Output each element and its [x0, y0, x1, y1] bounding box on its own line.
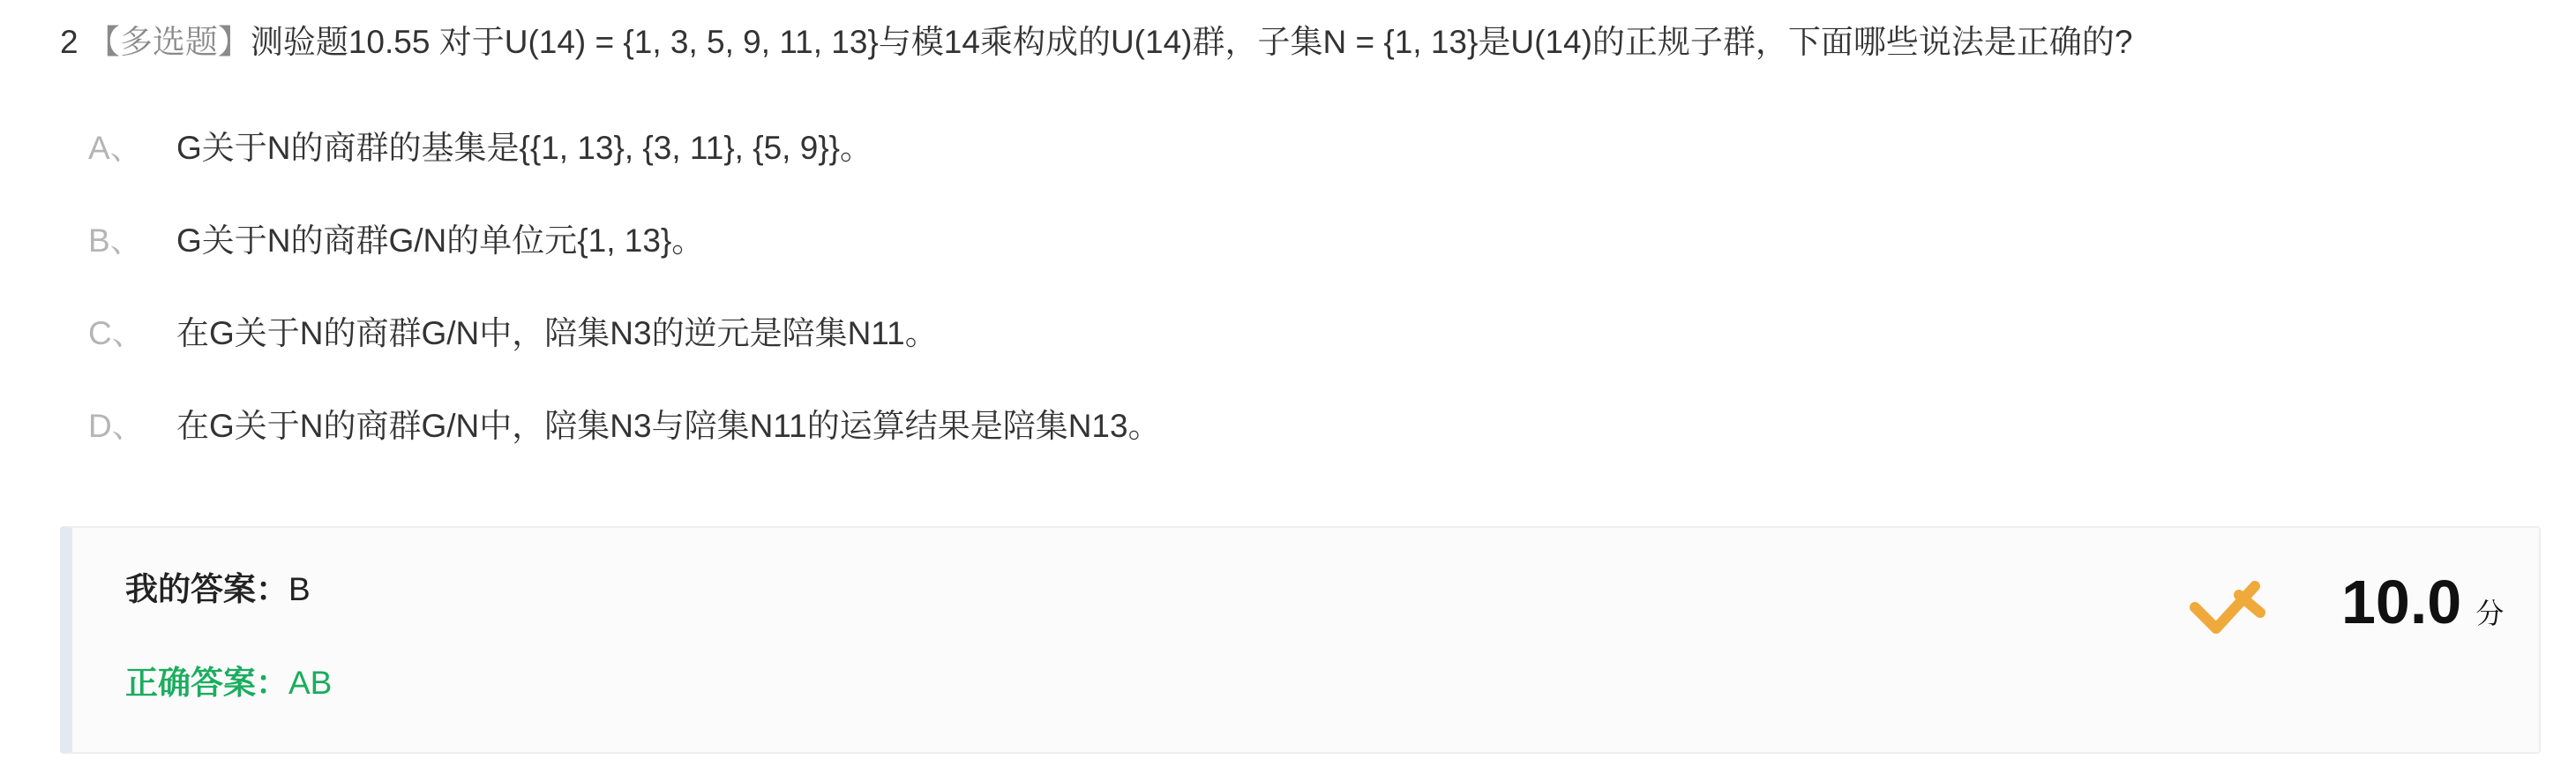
option-a: [88, 125, 872, 171]
score-value: 10.0: [2341, 568, 2462, 636]
option-d: [88, 403, 1161, 449]
option-b: [88, 218, 704, 264]
option-text: 在G关于N的商群G/N中，陪集N3与陪集N11的运算结果是陪集N13。: [176, 408, 1161, 444]
correct-answer-value: AB: [288, 665, 333, 701]
question-header: [60, 19, 2132, 65]
correct-answer-label: 正确答案：: [125, 665, 288, 701]
answer-result-panel: [60, 526, 2541, 754]
my-answer-label: 我的答案：: [125, 571, 288, 607]
option-letter: D、: [88, 408, 145, 444]
option-text: G关于N的商群G/N的单位元{1, 13}。: [176, 222, 705, 259]
score-unit: 分: [2475, 598, 2505, 629]
question-text: 测验题10.55 对于U(14) = {1, 3, 5, 9, 11, 13}与模14乘构成的U(14)群，子集N = {1, 13}是U(14)的正规子群，下面哪些说法是正确的?: [250, 24, 2133, 60]
my-answer: [125, 567, 311, 613]
question-number: 2: [60, 24, 79, 60]
option-text: 在G关于N的商群G/N中，陪集N3的逆元是陪集N11。: [176, 315, 938, 351]
option-text: G关于N的商群的基集是{{1, 13}, {3, 11}, {5, 9}}。: [176, 130, 873, 166]
my-answer-value: B: [288, 571, 311, 607]
score: [2341, 565, 2504, 639]
question-type: 【多选题】: [86, 24, 251, 60]
option-letter: B、: [88, 222, 143, 259]
option-c: [88, 311, 938, 357]
half-correct-check-icon: [2190, 577, 2269, 639]
option-letter: A、: [88, 130, 143, 166]
correct-answer: [125, 660, 332, 706]
option-letter: C、: [88, 315, 145, 351]
